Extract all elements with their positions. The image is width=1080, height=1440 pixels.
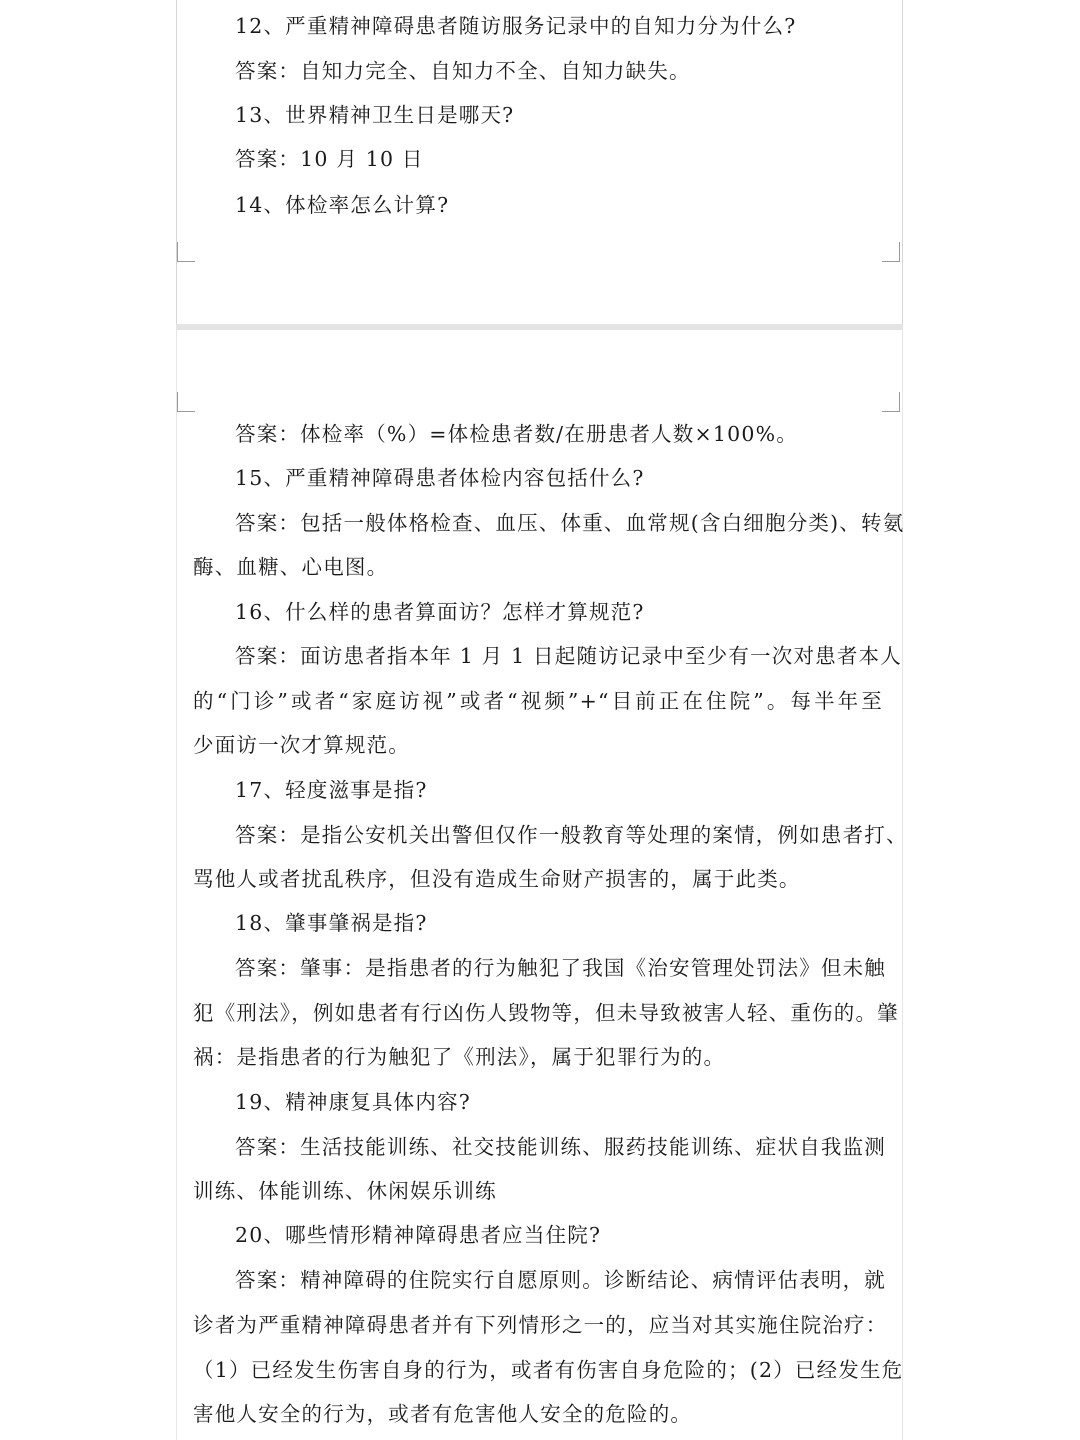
question-18: 18、肇事肇祸是指? <box>235 911 428 935</box>
answer-14: 答案：体检率（%）=体检患者数/在册患者人数×100%。 <box>235 422 798 446</box>
page-2-corner-mark-right <box>882 392 900 412</box>
answer-16-line-1: 答案：面访患者指本年 1 月 1 日起随访记录中至少有一次对患者本人 <box>235 644 902 668</box>
answer-18-line-3: 祸：是指患者的行为触犯了《刑法》，属于犯罪行为的。 <box>193 1045 726 1069</box>
page-1-corner-mark-left <box>177 242 195 262</box>
question-19: 19、精神康复具体内容? <box>235 1090 471 1114</box>
answer-12: 答案：自知力完全、自知力不全、自知力缺失。 <box>235 59 691 83</box>
answer-20-line-4: 害他人安全的行为，或者有危害他人安全的危险的。 <box>193 1402 693 1426</box>
answer-16-line-3: 少面访一次才算规范。 <box>193 733 410 757</box>
answer-17-line-2: 骂他人或者扰乱秩序，但没有造成生命财产损害的，属于此类。 <box>193 867 801 891</box>
question-17: 17、轻度滋事是指? <box>235 778 428 802</box>
answer-18-line-2: 犯《刑法》，例如患者有行凶伤人毁物等，但未导致被害人轻、重伤的。肇 <box>193 1001 899 1025</box>
answer-13: 答案：10 月 10 日 <box>235 147 424 171</box>
question-20: 20、哪些情形精神障碍患者应当住院? <box>235 1223 602 1247</box>
answer-15-line-2: 酶、血糖、心电图。 <box>193 555 389 579</box>
question-12: 12、严重精神障碍患者随访服务记录中的自知力分为什么? <box>235 14 797 38</box>
answer-17-line-1: 答案：是指公安机关出警但仅作一般教育等处理的案情，例如患者打、 <box>235 823 908 847</box>
question-15: 15、严重精神障碍患者体检内容包括什么? <box>235 466 645 490</box>
question-14: 14、体检率怎么计算? <box>235 193 450 217</box>
page-1-corner-mark-right <box>882 242 900 262</box>
answer-16-line-2: 的“门诊”或者“家庭访视”或者“视频”+“目前正在住院”。每半年至 <box>193 689 883 713</box>
question-16: 16、什么样的患者算面访？怎样才算规范? <box>235 600 645 624</box>
page-2-corner-mark-left <box>177 392 195 412</box>
answer-20-line-3: （1）已经发生伤害自身的行为，或者有伤害自身危险的；(2）已经发生危 <box>193 1358 904 1382</box>
answer-20-line-1: 答案：精神障碍的住院实行自愿原则。诊断结论、病情评估表明，就 <box>235 1268 886 1292</box>
answer-19-line-2: 训练、体能训练、休闲娱乐训练 <box>193 1179 497 1203</box>
answer-19-line-1: 答案：生活技能训练、社交技能训练、服药技能训练、症状自我监测 <box>235 1135 886 1159</box>
answer-20-line-2: 诊者为严重精神障碍患者并有下列情形之一的，应当对其实施住院治疗： <box>193 1313 888 1337</box>
question-13: 13、世界精神卫生日是哪天? <box>235 103 515 127</box>
answer-15-line-1: 答案：包括一般体格检查、血压、体重、血常规(含白细胞分类)、转氨 <box>235 511 905 535</box>
answer-18-line-1: 答案：肇事：是指患者的行为触犯了我国《治安管理处罚法》但未触 <box>235 956 886 980</box>
